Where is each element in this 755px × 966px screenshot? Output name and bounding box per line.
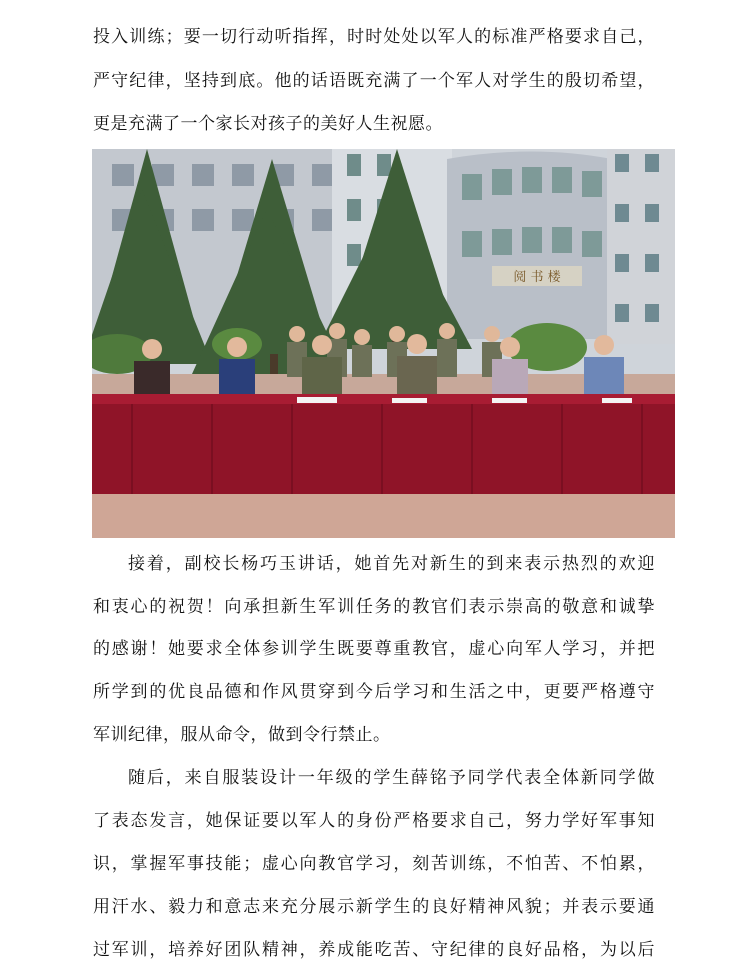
text-line: 识，掌握军事技能；虚心向教官学习，刻苦训练，不怕苦、不怕累，	[93, 854, 655, 874]
red-table	[92, 394, 675, 494]
ceremony-photo	[92, 149, 675, 538]
text-line: 随后，来自服装设计一年级的学生薛铭予同学代表全体新同学做	[128, 768, 655, 788]
text-line: 过军训，培养好团队精神，养成能吃苦、守纪律的良好品格，为以后	[93, 940, 655, 960]
text-line: 军训纪律，服从命令，做到令行禁止。	[93, 725, 391, 745]
text-line: 接着，副校长杨巧玉讲话，她首先对新生的到来表示热烈的欢迎	[128, 554, 655, 574]
ceremony-photo-graphic	[92, 149, 675, 538]
text-line: 所学到的优良品德和作风贯穿到今后学习和生活之中，更要严格遵守	[93, 682, 655, 702]
text-line: 用汗水、毅力和意志来充分展示新学生的良好精神风貌；并表示要通	[93, 897, 655, 917]
text-line: 了表态发言，她保证要以军人的身份严格要求自己，努力学好军事知	[93, 811, 655, 831]
text-line: 的感谢！她要求全体参训学生既要尊重教官，虚心向军人学习，并把	[93, 639, 655, 659]
text-line: 投入训练；要一切行动听指挥，时时处处以军人的标准严格要求自己，	[93, 27, 655, 47]
text-line: 更是充满了一个家长对孩子的美好人生祝愿。	[93, 114, 443, 134]
text-line: 严守纪律，坚持到底。他的话语既充满了一个军人对学生的殷切希望，	[93, 71, 655, 91]
text-line: 和衷心的祝贺！向承担新生军训任务的教官们表示崇高的敬意和诚挚	[93, 597, 655, 617]
building-sign-text: 阅 书 楼	[513, 270, 561, 285]
